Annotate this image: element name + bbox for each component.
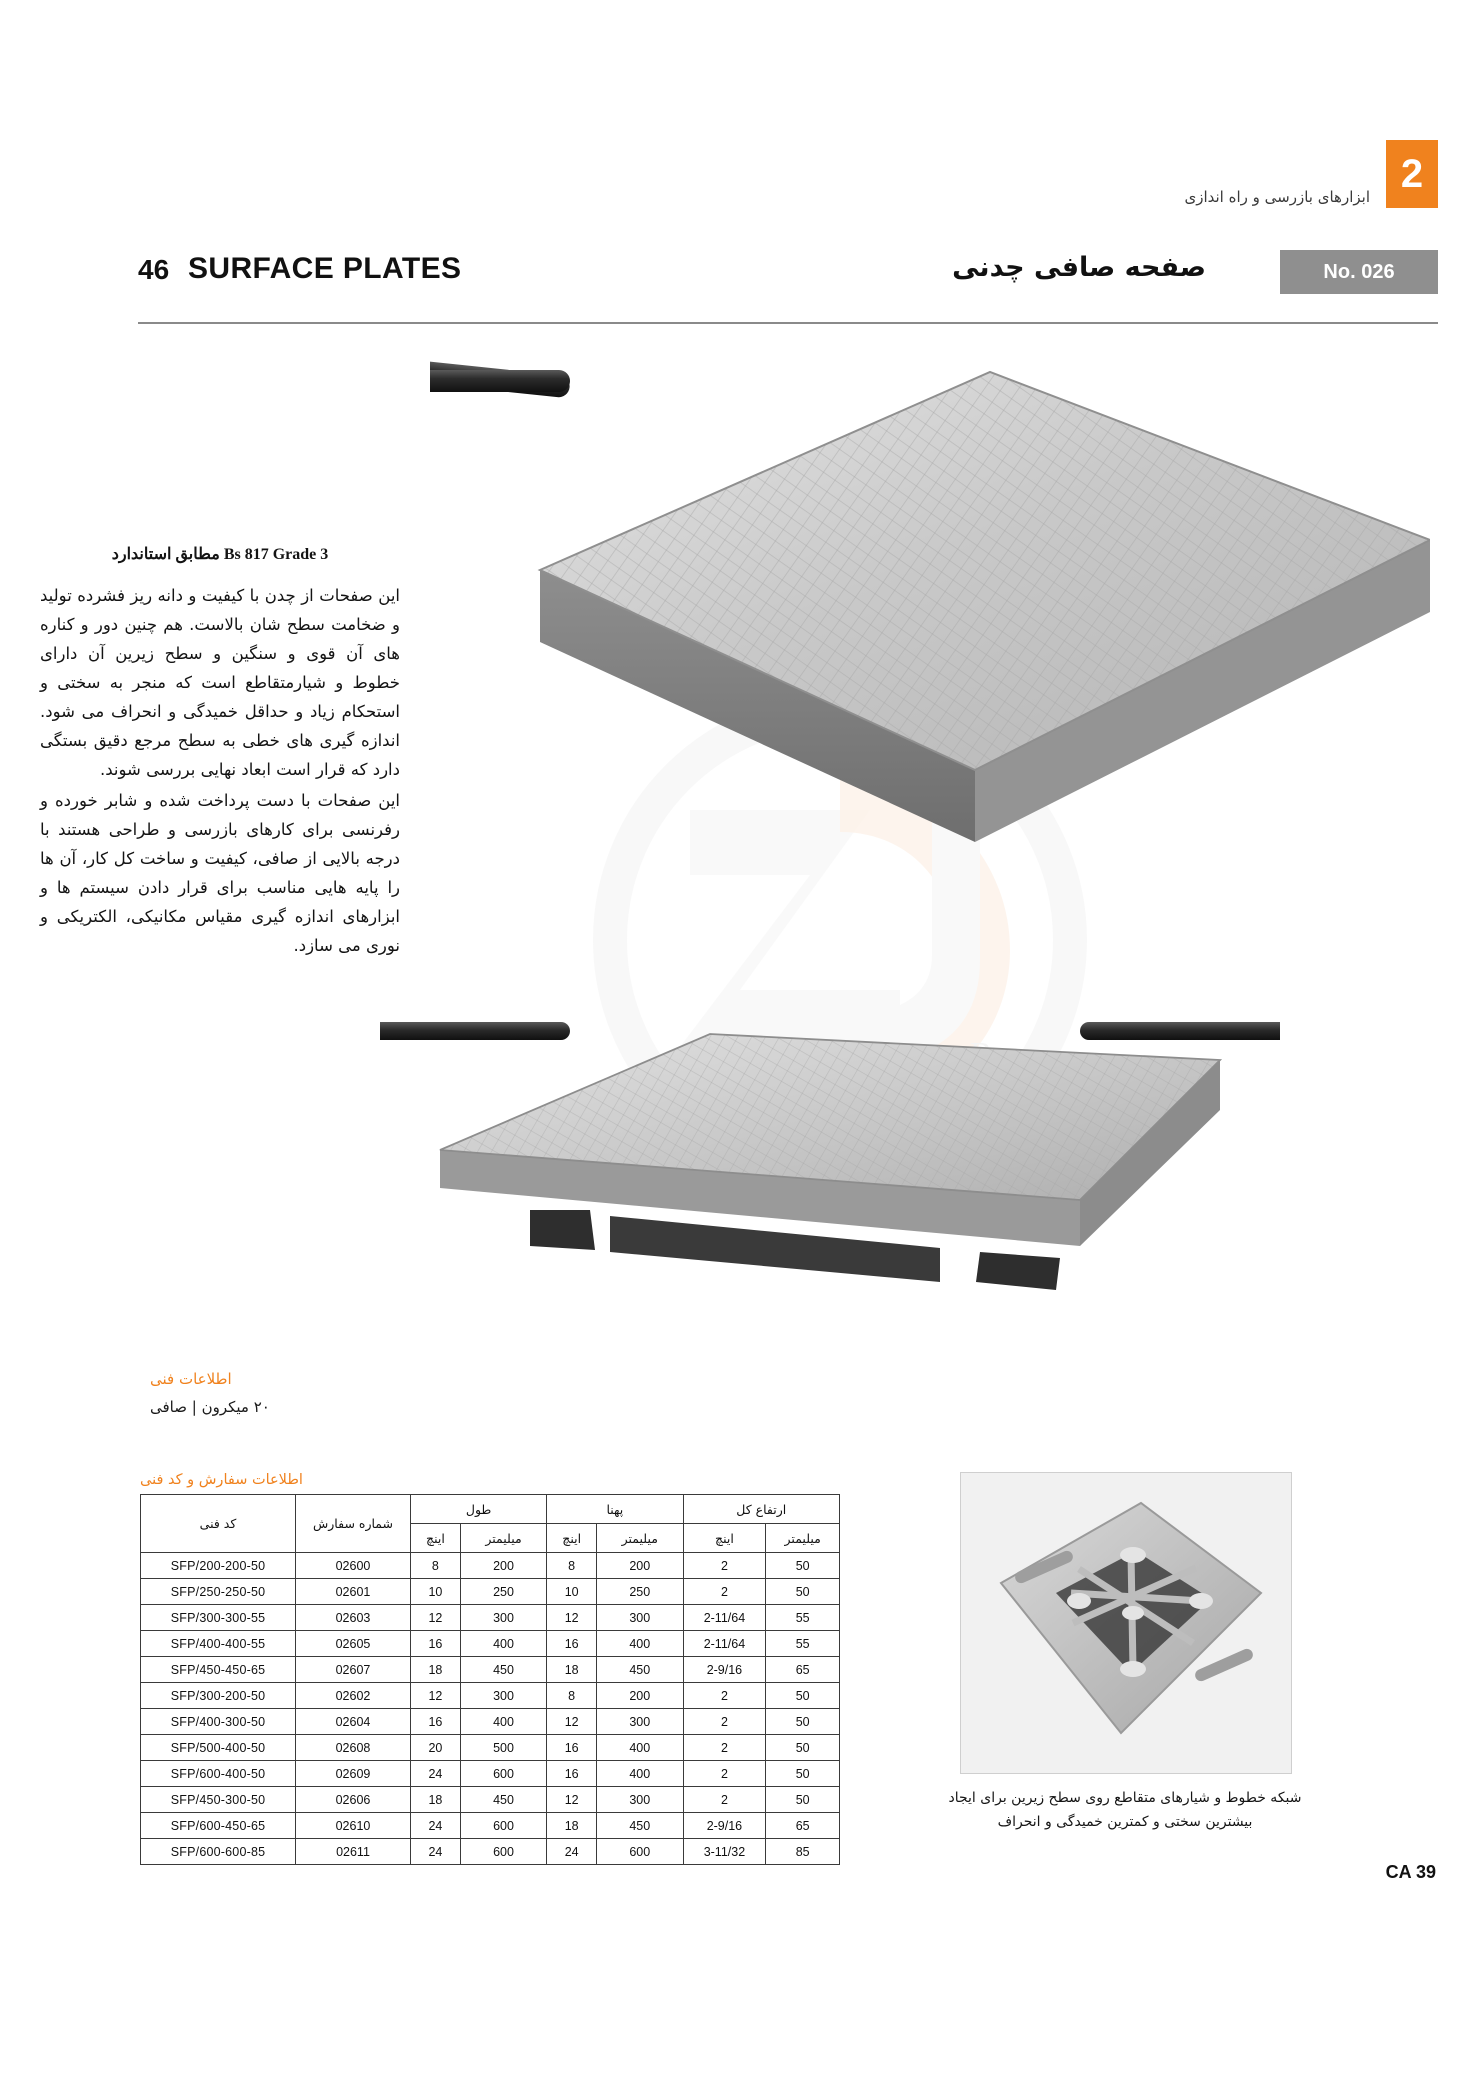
cell-length-mm: 600 xyxy=(460,1761,546,1787)
table-row xyxy=(141,1683,840,1709)
chapter-caption: ابزارهای بازرسی و راه اندازی xyxy=(1184,188,1370,206)
cell-length-inch: 12 xyxy=(411,1605,461,1631)
product-photo-bottom xyxy=(380,960,1280,1380)
cell-length-inch: 8 xyxy=(411,1553,461,1579)
cell-width-inch: 10 xyxy=(547,1579,597,1605)
cell-width-mm: 400 xyxy=(597,1735,683,1761)
table-header-row xyxy=(141,1495,840,1524)
cell-height-mm: 50 xyxy=(766,1761,840,1787)
table-row xyxy=(141,1631,840,1657)
page-title-en: SURFACE PLATES xyxy=(188,252,462,285)
cell-code: SFP/400-400-55 xyxy=(141,1631,296,1657)
cell-width-mm: 250 xyxy=(597,1579,683,1605)
cell-code: SFP/600-450-65 xyxy=(141,1813,296,1839)
cell-height-mm: 85 xyxy=(766,1839,840,1865)
cell-order-no: 02607 xyxy=(296,1657,411,1683)
header-divider xyxy=(138,322,1438,324)
cell-code: SFP/300-200-50 xyxy=(141,1683,296,1709)
table-row xyxy=(141,1579,840,1605)
cell-length-mm: 250 xyxy=(460,1579,546,1605)
cell-order-no: 02606 xyxy=(296,1787,411,1813)
tech-info-line: ۲۰ میکرون | صافی xyxy=(150,1398,270,1416)
underside-ribbing-photo xyxy=(960,1472,1292,1774)
cell-length-inch: 16 xyxy=(411,1709,461,1735)
th-width-inch: اینچ xyxy=(547,1524,597,1553)
cell-length-inch: 12 xyxy=(411,1683,461,1709)
cell-height-inch: 2 xyxy=(683,1579,766,1605)
table-row xyxy=(141,1813,840,1839)
cell-code: SFP/250-250-50 xyxy=(141,1579,296,1605)
table-row xyxy=(141,1657,840,1683)
cell-code: SFP/450-450-65 xyxy=(141,1657,296,1683)
tech-info-title: اطلاعات فنی xyxy=(150,1370,232,1388)
cell-height-inch: 2 xyxy=(683,1787,766,1813)
th-length: طول xyxy=(411,1495,547,1524)
cell-order-no: 02601 xyxy=(296,1579,411,1605)
cell-width-mm: 200 xyxy=(597,1553,683,1579)
cell-height-inch: 2 xyxy=(683,1735,766,1761)
cell-width-inch: 16 xyxy=(547,1631,597,1657)
cell-width-mm: 300 xyxy=(597,1709,683,1735)
cell-order-no: 02610 xyxy=(296,1813,411,1839)
cell-length-mm: 600 xyxy=(460,1839,546,1865)
th-order-no: شماره سفارش xyxy=(296,1495,411,1553)
chapter-number: 2 xyxy=(1400,151,1424,196)
cell-height-inch: 3-11/32 xyxy=(683,1839,766,1865)
cell-width-mm: 400 xyxy=(597,1761,683,1787)
cell-order-no: 02605 xyxy=(296,1631,411,1657)
cell-width-inch: 12 xyxy=(547,1787,597,1813)
cell-order-no: 02600 xyxy=(296,1553,411,1579)
cell-width-inch: 18 xyxy=(547,1657,597,1683)
cell-height-mm: 50 xyxy=(766,1709,840,1735)
th-height-inch: اینچ xyxy=(683,1524,766,1553)
cell-code: SFP/500-400-50 xyxy=(141,1735,296,1761)
cell-width-inch: 16 xyxy=(547,1735,597,1761)
cell-code: SFP/300-300-55 xyxy=(141,1605,296,1631)
cell-code: SFP/600-400-50 xyxy=(141,1761,296,1787)
cell-width-inch: 24 xyxy=(547,1839,597,1865)
cell-length-mm: 500 xyxy=(460,1735,546,1761)
cell-width-inch: 8 xyxy=(547,1553,597,1579)
cell-height-inch: 2 xyxy=(683,1683,766,1709)
cell-width-mm: 200 xyxy=(597,1683,683,1709)
order-table-title: اطلاعات سفارش و کد فنی xyxy=(140,1472,303,1488)
table-row xyxy=(141,1787,840,1813)
cell-length-inch: 24 xyxy=(411,1813,461,1839)
table-row xyxy=(141,1735,840,1761)
cell-width-inch: 16 xyxy=(547,1761,597,1787)
chapter-number-tab xyxy=(1386,140,1438,208)
cell-height-mm: 55 xyxy=(766,1605,840,1631)
page-code: CA 39 xyxy=(1385,1862,1436,1882)
cell-length-inch: 24 xyxy=(411,1839,461,1865)
description-paragraph-1: این صفحات از چدن با کیفیت و دانه ریز فشرده تولید و ضخامت سطح شان بالاست. هم چنین دور و کناره های آن قوی و سنگین و سطح زیرین آن دارای خطوط و شیارمتقاطع است که منجر به سختی و استحکام زیاد و حداقل خمیدگی و انحراف می شود. اندازه گیری های خطی به سطح مرجع دقیق بستگی دارد که قرار است ابعاد نهایی بررسی شوند. xyxy=(40,586,400,779)
cell-code: SFP/400-300-50 xyxy=(141,1709,296,1735)
cell-width-inch: 12 xyxy=(547,1605,597,1631)
cell-width-inch: 18 xyxy=(547,1813,597,1839)
cell-order-no: 02603 xyxy=(296,1605,411,1631)
cell-length-inch: 20 xyxy=(411,1735,461,1761)
cell-length-inch: 18 xyxy=(411,1787,461,1813)
table-row xyxy=(141,1553,840,1579)
product-photo-top xyxy=(430,350,1430,910)
cell-length-mm: 300 xyxy=(460,1683,546,1709)
cell-height-inch: 2-9/16 xyxy=(683,1813,766,1839)
th-width: پهنا xyxy=(547,1495,683,1524)
cell-length-inch: 18 xyxy=(411,1657,461,1683)
cell-width-mm: 600 xyxy=(597,1839,683,1865)
cell-length-inch: 10 xyxy=(411,1579,461,1605)
cell-height-mm: 50 xyxy=(766,1579,840,1605)
table-row xyxy=(141,1605,840,1631)
cell-height-inch: 2 xyxy=(683,1709,766,1735)
cell-height-mm: 65 xyxy=(766,1657,840,1683)
cell-order-no: 02609 xyxy=(296,1761,411,1787)
cell-length-mm: 450 xyxy=(460,1657,546,1683)
cell-length-mm: 400 xyxy=(460,1709,546,1735)
description-paragraph-2: این صفحات با دست پرداخت شده و شابر خورده و رفرنسی برای کارهای بازرسی و طراحی هستند با درجه بالایی از صافی، کیفیت و ساخت کل کار، آن ها را پایه هایی مناسب برای قرار دادن سیستم ها و ابزارهای اندازه گیری مقیاس مکانیکی، الکتریکی و نوری می سازد. xyxy=(40,791,400,955)
cell-height-inch: 2 xyxy=(683,1553,766,1579)
cell-height-mm: 55 xyxy=(766,1631,840,1657)
order-table xyxy=(140,1494,840,1865)
cell-width-mm: 300 xyxy=(597,1787,683,1813)
cell-width-mm: 300 xyxy=(597,1605,683,1631)
cell-code: SFP/450-300-50 xyxy=(141,1787,296,1813)
cell-width-mm: 450 xyxy=(597,1813,683,1839)
th-length-inch: اینچ xyxy=(411,1524,461,1553)
th-height: ارتفاع کل xyxy=(683,1495,840,1524)
table-row xyxy=(141,1761,840,1787)
cell-code: SFP/200-200-50 xyxy=(141,1553,296,1579)
cell-order-no: 02604 xyxy=(296,1709,411,1735)
standard-line: Bs 817 Grade 3 مطابق استاندارد xyxy=(111,546,329,563)
cell-height-mm: 50 xyxy=(766,1735,840,1761)
page-title-row xyxy=(138,252,1438,300)
cell-height-inch: 2-9/16 xyxy=(683,1657,766,1683)
th-width-mm: میلیمتر xyxy=(597,1524,683,1553)
cell-height-inch: 2-11/64 xyxy=(683,1631,766,1657)
cell-height-mm: 65 xyxy=(766,1813,840,1839)
cell-order-no: 02608 xyxy=(296,1735,411,1761)
th-code: کد فنی xyxy=(141,1495,296,1553)
cell-width-inch: 8 xyxy=(547,1683,597,1709)
th-height-mm: میلیمتر xyxy=(766,1524,840,1553)
cell-height-mm: 50 xyxy=(766,1683,840,1709)
page-title-fa: صفحه صافی چدنی xyxy=(952,252,1206,283)
cell-length-mm: 200 xyxy=(460,1553,546,1579)
cell-width-mm: 450 xyxy=(597,1657,683,1683)
cell-length-mm: 600 xyxy=(460,1813,546,1839)
table-row xyxy=(141,1709,840,1735)
cell-order-no: 02611 xyxy=(296,1839,411,1865)
cell-order-no: 02602 xyxy=(296,1683,411,1709)
th-length-mm: میلیمتر xyxy=(460,1524,546,1553)
cell-height-inch: 2-11/64 xyxy=(683,1605,766,1631)
product-code-badge: No. 026 xyxy=(1280,250,1438,294)
cell-length-mm: 450 xyxy=(460,1787,546,1813)
cell-code: SFP/600-600-85 xyxy=(141,1839,296,1865)
table-row xyxy=(141,1839,840,1865)
product-description xyxy=(40,540,400,962)
underside-photo-caption: شبکه خطوط و شیارهای متقاطع روی سطح زیرین برای ایجاد بیشترین سختی و کمترین خمیدگی و انحراف xyxy=(948,1790,1302,1830)
cell-length-inch: 16 xyxy=(411,1631,461,1657)
cell-height-mm: 50 xyxy=(766,1787,840,1813)
cell-height-inch: 2 xyxy=(683,1761,766,1787)
cell-length-mm: 300 xyxy=(460,1605,546,1631)
cell-length-inch: 24 xyxy=(411,1761,461,1787)
cell-length-mm: 400 xyxy=(460,1631,546,1657)
page-number-left: 46 xyxy=(138,254,170,285)
cell-height-mm: 50 xyxy=(766,1553,840,1579)
cell-width-mm: 400 xyxy=(597,1631,683,1657)
cell-width-inch: 12 xyxy=(547,1709,597,1735)
